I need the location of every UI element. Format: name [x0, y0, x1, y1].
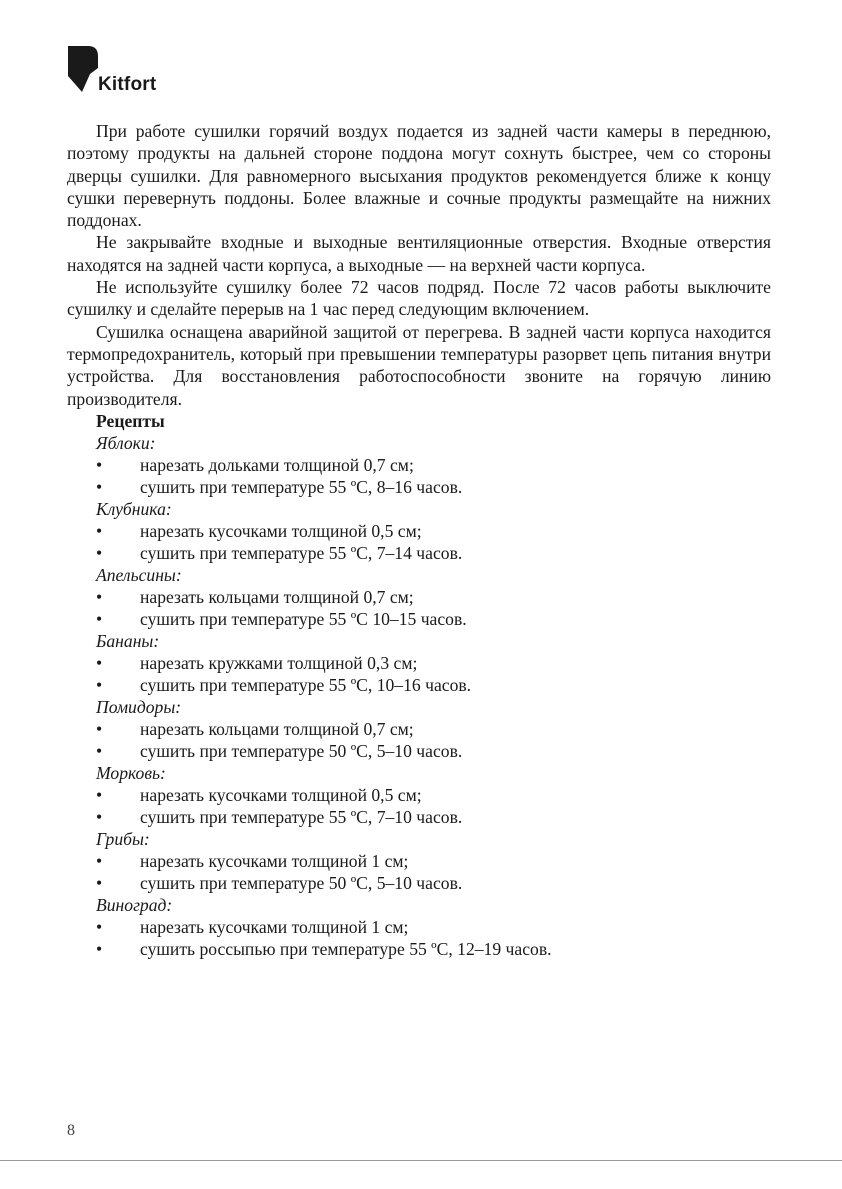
recipe-steps: [67, 652, 771, 696]
paragraph-vents: Не закрывайте входные и выходные вентиляционные отверстия. Входные отверстия находятся на задней части корпуса, а выходные — на верхней части корпуса.: [67, 232, 771, 275]
step-text: сушить при температуре 55 ºС, 10–16 часов.: [140, 674, 472, 695]
step-text: нарезать кольцами толщиной 0,7 см;: [140, 718, 414, 739]
recipe-step: [67, 850, 771, 872]
recipe-bananas: [67, 630, 771, 696]
recipe-step: [67, 872, 771, 894]
kitfort-logo: [68, 46, 198, 100]
recipe-step: [67, 542, 771, 564]
recipe-grapes: [67, 894, 771, 960]
recipe-step: [67, 476, 771, 498]
bullet-marker: •: [96, 938, 103, 959]
recipe-step: [67, 454, 771, 476]
bullet-marker: •: [96, 872, 103, 893]
bullet-marker: •: [96, 784, 103, 805]
recipe-name: Бананы:: [96, 630, 160, 651]
recipe-name: Грибы:: [96, 828, 150, 849]
bullet-marker: •: [96, 542, 103, 563]
recipe-steps: [67, 784, 771, 828]
recipe-steps: [67, 718, 771, 762]
bullet-marker: •: [96, 652, 103, 673]
recipe-step: [67, 806, 771, 828]
recipes-heading: Рецепты: [96, 410, 165, 431]
recipe-oranges: [67, 564, 771, 630]
document-body: [67, 120, 771, 960]
recipe-steps: [67, 850, 771, 894]
recipe-name: Морковь:: [96, 762, 166, 783]
recipe-step: [67, 674, 771, 696]
step-text: сушить при температуре 50 ºС, 5–10 часов.: [140, 740, 463, 761]
step-text: сушить при температуре 50 ºС, 5–10 часов.: [140, 872, 463, 893]
paragraph-overheat-protection: Сушилка оснащена аварийной защитой от перегрева. В задней части корпуса находится термопредохранитель, который при превышении температуры разорвет цепь питания внутри устройства. Для восстановления работоспособности звоните на горячую линию производителя.: [67, 321, 771, 409]
recipe-name: Виноград:: [96, 894, 173, 915]
recipe-step: [67, 520, 771, 542]
step-text: нарезать кружками толщиной 0,3 см;: [140, 652, 418, 673]
bullet-marker: •: [96, 454, 103, 475]
paragraph-usage-limit: Не используйте сушилку более 72 часов подряд. После 72 часов работы выключите сушилку и сделайте перерыв на 1 час перед следующим включением.: [67, 277, 771, 320]
step-text: сушить россыпью при температуре 55 ºС, 12–19 часов.: [140, 938, 552, 959]
bottom-divider: [0, 1160, 842, 1161]
step-text: сушить при температуре 55 ºС, 7–14 часов.: [140, 542, 463, 563]
bullet-marker: •: [96, 806, 103, 827]
bullet-marker: •: [96, 586, 103, 607]
recipe-step: [67, 718, 771, 740]
page-number: 8: [67, 1122, 75, 1139]
recipe-step: [67, 916, 771, 938]
bullet-marker: •: [96, 916, 103, 937]
step-text: нарезать кусочками толщиной 1 см;: [140, 916, 409, 937]
bullet-marker: •: [96, 740, 103, 761]
bullet-marker: •: [96, 674, 103, 695]
step-text: нарезать кусочками толщиной 1 см;: [140, 850, 409, 871]
recipe-step: [67, 586, 771, 608]
recipe-tomatoes: [67, 696, 771, 762]
recipe-step: [67, 784, 771, 806]
recipe-step: [67, 938, 771, 960]
kitfort-logo-icon: [68, 46, 98, 94]
bullet-marker: •: [96, 476, 103, 497]
recipe-steps: [67, 916, 771, 960]
step-text: сушить при температуре 55 ºС, 8–16 часов.: [140, 476, 463, 497]
recipe-strawberry: [67, 498, 771, 564]
recipe-steps: [67, 586, 771, 630]
recipe-name: Апельсины:: [96, 564, 182, 585]
bullet-marker: •: [96, 608, 103, 629]
recipe-name: Помидоры:: [96, 696, 182, 717]
step-text: нарезать кусочками толщиной 0,5 см;: [140, 784, 422, 805]
recipe-step: [67, 608, 771, 630]
recipe-mushrooms: [67, 828, 771, 894]
recipe-name: Клубника:: [96, 498, 172, 519]
step-text: сушить при температуре 55 ºС, 7–10 часов.: [140, 806, 463, 827]
recipe-carrots: [67, 762, 771, 828]
step-text: нарезать кусочками толщиной 0,5 см;: [140, 520, 422, 541]
recipe-steps: [67, 520, 771, 564]
recipe-steps: [67, 454, 771, 498]
paragraph-airflow: При работе сушилки горячий воздух подается из задней части камеры в переднюю, поэтому продукты на дальней стороне поддона могут сохнуть быстрее, чем со стороны дверцы сушилки. Для равномерного высыхания продуктов рекомендуется ближе к концу сушки перевернуть поддоны. Более влажные и сочные продукты размещайте на нижних поддонах.: [67, 121, 771, 231]
bullet-marker: •: [96, 850, 103, 871]
bullet-marker: •: [96, 520, 103, 541]
recipe-apples: [67, 432, 771, 498]
recipe-step: [67, 740, 771, 762]
step-text: нарезать кольцами толщиной 0,7 см;: [140, 586, 414, 607]
recipe-name: Яблоки:: [96, 432, 156, 453]
logo-wordmark: Kitfort: [98, 74, 157, 95]
recipe-step: [67, 652, 771, 674]
step-text: сушить при температуре 55 ºС 10–15 часов.: [140, 608, 467, 629]
step-text: нарезать дольками толщиной 0,7 см;: [140, 454, 414, 475]
bullet-marker: •: [96, 718, 103, 739]
